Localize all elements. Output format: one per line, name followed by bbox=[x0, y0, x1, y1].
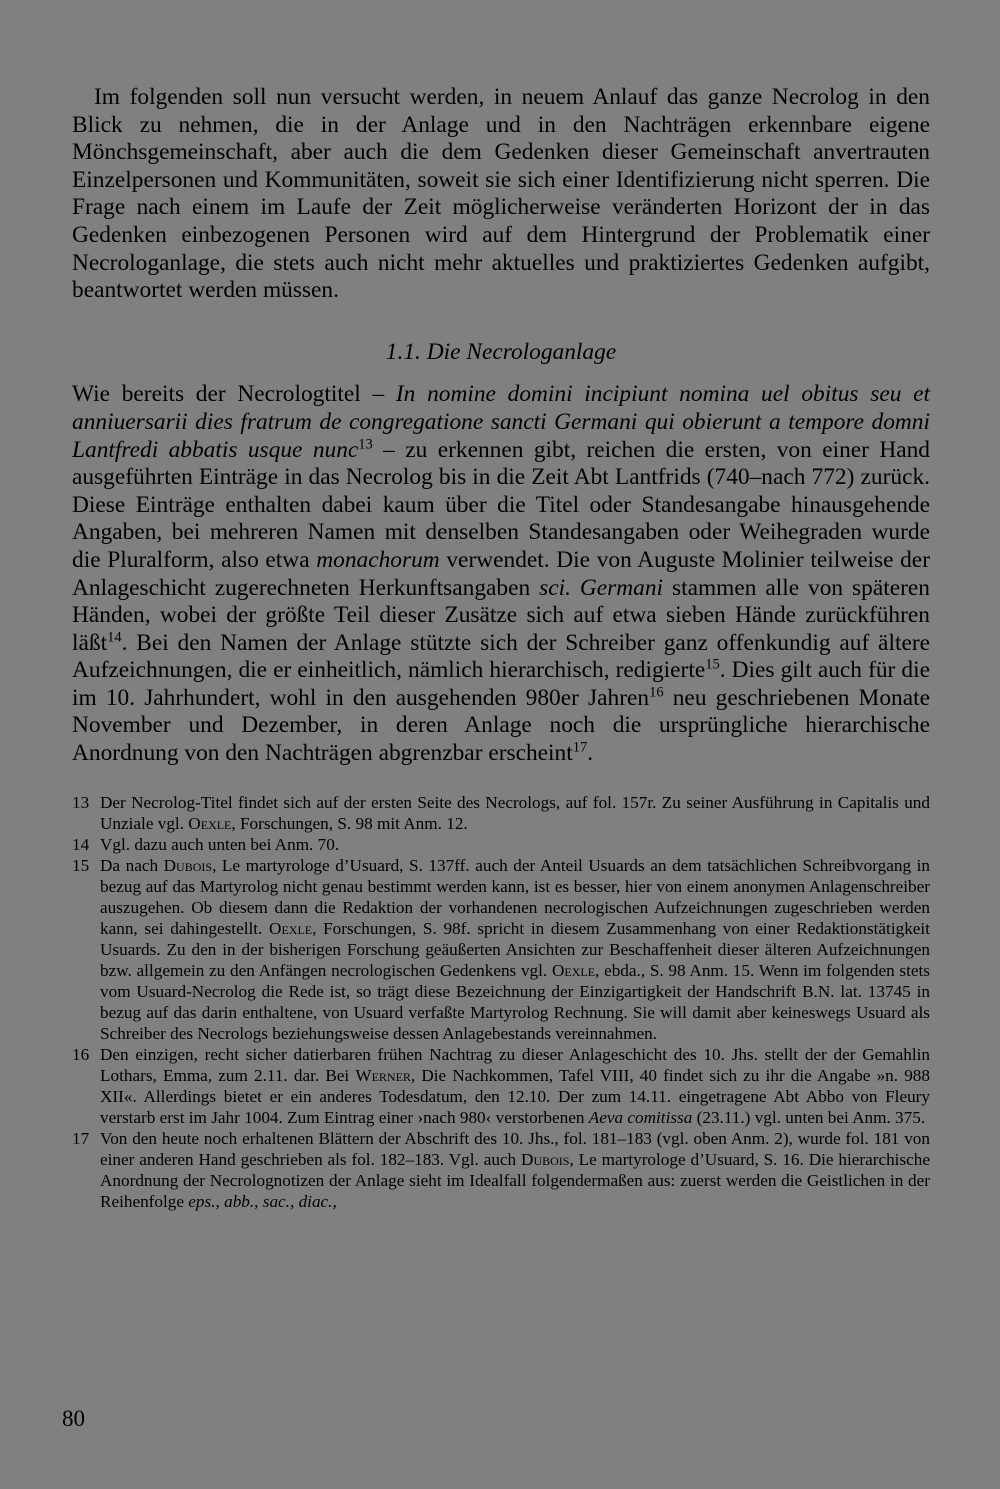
latin-term: monachorum bbox=[316, 546, 440, 573]
text-run: , Die Nachkommen, Tafel VIII, 40 findet sich zu ihr die Angabe »n. 988 XII«. Allerdings bietet er ein anderes Todesdatum, den 12.10. Der zum 14.11. eingetragene Abt Abbo von Fleury verstarb erst im Jahr 1004. Zum Eintrag einer ›nach 980‹ verstorbenen bbox=[100, 1065, 930, 1127]
author-name: Oexle bbox=[551, 960, 596, 980]
footnotes bbox=[72, 792, 930, 1212]
footnote-ref: 13 bbox=[358, 435, 373, 452]
footnote-text bbox=[100, 1044, 930, 1128]
text-run: , ebda., S. 98 Anm. 15. Wenn im folgenden stets vom Usuard-Necrolog die Rede ist, so trägt diese Bezeichnung der Einzigartigkeit der Handschrift B.N. lat. 13745 in bezug auf das darin enthaltene, von Usuard verfaßte Martyrolog Rechnung. Sie will damit aber keineswegs Usuard als Schreiber des Necrologs beziehungsweise dessen Anlagebestands vereinnahmen. bbox=[100, 960, 930, 1043]
text-run: Der Necrolog-Titel findet sich auf der ersten Seite des Necrologs, auf fol. 157r. Zu seiner Ausführung in Capitalis und Unziale vgl. bbox=[100, 792, 930, 833]
footnote-number: 13 bbox=[72, 792, 90, 812]
text-run: Wie bereits der Necrologtitel – bbox=[72, 381, 396, 408]
latin-term: eps., abb., sac., diac., bbox=[188, 1191, 337, 1211]
footnote-number: 16 bbox=[72, 1044, 90, 1064]
section-paragraph bbox=[72, 381, 930, 767]
author-name: Dubois bbox=[521, 1149, 570, 1169]
author-name: Werner bbox=[355, 1065, 411, 1085]
footnote-ref: 16 bbox=[649, 684, 664, 701]
footnote-number: 15 bbox=[72, 855, 90, 875]
footnote-text bbox=[100, 1128, 930, 1212]
text-run: Den einzigen, recht sicher datierbaren frühen Nachtrag zu dieser Anlageschicht des 10. Jhs. stellt der der Gemahlin Lothars, Emma, zum 2.11. dar. Bei bbox=[100, 1044, 930, 1085]
footnote-text bbox=[100, 792, 930, 834]
author-name: Dubois bbox=[163, 855, 213, 875]
footnote-17 bbox=[72, 1128, 930, 1212]
text-run: , Forschungen, S. 98f. spricht in diesem Zusammenhang von einer Redaktionstätigkeit Usuards. Zu den in der bisherigen Forschung geäußerten Ansichten zur Beschaffenheit dieser älteren Aufzeichnungen bzw. allgemein zu den Anfängen necrologischen Gedenkens vgl. bbox=[100, 918, 930, 980]
footnote-14 bbox=[72, 834, 930, 855]
page-number: 80 bbox=[62, 1406, 85, 1431]
text-run: neu geschriebenen Monate November und Dezember, in deren Anlage noch die ursprüngliche hierarchische Anordnung von den Nachträgen abgrenzbar erscheint bbox=[72, 684, 931, 767]
footnote-number: 17 bbox=[72, 1128, 90, 1148]
text-run: . bbox=[587, 740, 594, 767]
footnote-number: 14 bbox=[72, 834, 90, 854]
text-run: Von den heute noch erhaltenen Blättern der Abschrift des 10. Jhs., fol. 181–183 (vgl. oben Anm. 2), wurde fol. 181 von einer anderen Hand geschrieben als fol. 182–183. Vgl. auch bbox=[100, 1128, 930, 1169]
text-run: , Le martyrologe d’Usuard, S. 16. Die hierarchische Anordnung der Necrolognotizen der Anlage sieht im Idealfall folgendermaßen aus: zuerst werden die Geistlichen in der Reihenfolge bbox=[100, 1149, 930, 1211]
footnote-13 bbox=[72, 792, 930, 834]
page-content bbox=[72, 84, 930, 1212]
latin-term: Aeva comitissa bbox=[588, 1107, 693, 1127]
intro-paragraph: Im folgenden soll nun versucht werden, in neuem Anlauf das ganze Necrolog in den Blick zu nehmen, die in der Anlage und in den Nachträgen erkennbare eigene Mönchsgemeinschaft, aber auch die dem Gedenken dieser Gemeinschaft anvertrauten Einzelpersonen und Kommunitäten, soweit sie sich einer Identifizierung nicht sperren. Die Frage nach einem im Laufe der Zeit möglicherweise veränderten Horizont der in das Gedenken einbezogenen Personen wird auf dem Hintergrund der Problematik einer Necrologanlage, die stets auch nicht mehr aktuelles und praktiziertes Gedenken aufgibt, beantwortet werden müssen. bbox=[72, 84, 930, 304]
text-run: – zu erkennen gibt, reichen die ersten, von einer Hand ausgeführten Einträge in das Necrolog bis in die Zeit Abt Lantfrids (740–nach 772) zurück. Diese Einträge enthalten dabei kaum über die Titel oder Standesangabe hinausgehende Angaben, bei mehreren Namen mit denselben Standesangaben oder Weihegraden wurde die Pluralform, also etwa bbox=[72, 436, 931, 573]
text-run: (23.11.) vgl. unten bei Anm. 375. bbox=[692, 1107, 926, 1127]
text-run: . Bei den Namen der Anlage stützte sich der Schreiber ganz offenkundig auf ältere Aufzeichnungen, die er einheitlich, nämlich hierarchisch, redigierte bbox=[72, 629, 930, 684]
text-run: . Dies gilt auch für die im 10. Jahrhundert, wohl in den ausgehenden 980er Jahren bbox=[72, 657, 930, 711]
text-run: Da nach bbox=[100, 855, 164, 875]
text-run: verwendet. Die von Auguste Molinier teilweise der Anlageschicht zugerechneten Herkunftsangaben bbox=[72, 546, 930, 601]
latin-title: In nomine domini incipiunt nomina uel obitus seu et anniuersarii dies fratrum de congregatione sancti Germani qui obierunt a tempore domni Lantfredi abbatis usque nunc bbox=[72, 381, 930, 463]
author-name: Oexle bbox=[269, 918, 313, 938]
text-run: , Forschungen, S. 98 mit Anm. 12. bbox=[231, 813, 468, 833]
footnote-15 bbox=[72, 855, 930, 1044]
footnote-ref: 17 bbox=[572, 739, 588, 756]
footnote-ref: 14 bbox=[107, 628, 122, 645]
footnote-16 bbox=[72, 1044, 930, 1128]
section-heading: 1.1. Die Necrologanlage bbox=[385, 338, 617, 365]
footnote-ref: 15 bbox=[705, 656, 720, 673]
footnote-text bbox=[100, 855, 930, 1044]
latin-term: sci. Germani bbox=[539, 574, 664, 601]
author-name: Oexle bbox=[188, 813, 232, 833]
text-run: stammen alle von späteren Händen, wobei der größte Teil dieser Zusätze sich auf etwa sieben Hände zurückführen läßt bbox=[72, 574, 930, 656]
text-run: , Le martyrologe d’Usuard, S. 137ff. auch der Anteil Usuards an dem tatsächlichen Schreibvorgang in bezug auf das Martyrolog nicht genau bestimmt werden kann, ist es besser, hier von einem anonymen Anlagenschreiber auszugehen. Ob diesem dann die Redaktion der vorhandenen necrologischen Aufzeichnungen zugeschrieben werden kann, sei dahingestellt. bbox=[100, 855, 930, 938]
footnote-text: Vgl. dazu auch unten bei Anm. 70. bbox=[100, 834, 340, 854]
